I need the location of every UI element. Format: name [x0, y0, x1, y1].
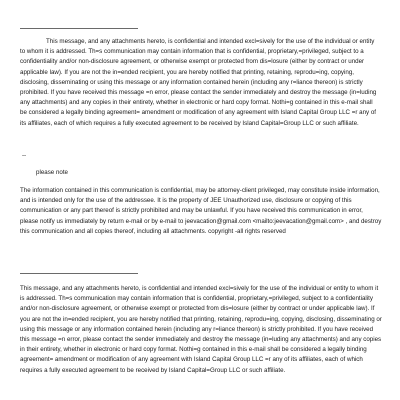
- signature-separator: --: [22, 152, 27, 159]
- top-divider-line: [20, 28, 138, 29]
- confidentiality-notice-middle: The information contained in this communication is confidential, may be attorney-client privileged, may constitute inside information, and is intended only for the use of the addressee. It is the property of JEE Unauthorized use, disclosure or copying of this communication or any part thereof is strictly prohibited and may be unlawful. If you have received this communication in error, please notify us immediately by return e-mail or by e-mail to jeevacation@gmail.com <mailto:jeevacation@gmail.com> , and destroy this communication and all copies thereof, including all attachments. copyright -all rights reserved: [20, 187, 382, 235]
- confidentiality-disclaimer-top: This message, and any attachments hereto, is confidential and intended excl=sively for the use of the individual or entity to whom it is addressed. Th=s communication may contain information that is confidential, proprietary,=privileged, subject to a confidentiality and/or non-disclosure agreement, or otherwise exempt or protected from dis=losure (either by contract or under applicable law). If you are not the in=ended recipient, you are hereby notified that printing, retaining, reprodu=ing, copying, disclosing, disseminating or using this message or any information contained herein (including any r=liance thereon) is strictly prohibited. If you have received this message =n error, please contact the sender immediately and destroy the message (in=luding any attachments) and any copies in their entirety, whether in electronic or hard copy format. Nothi=g contained in this e-mail shall be considered a legally binding agreement= amendment or modification of any agreement with Island Capital Group LLC =r any of its affiliates, each of which requires a fully executed agreement to be received by Island Capital=Group LLC or such affiliate.: [20, 38, 377, 127]
- please-note-label: please note: [36, 169, 68, 176]
- confidentiality-disclaimer-bottom: This message, and any attachments hereto, is confidential and intended excl=sively for the use of the individual or entity to whom it is addressed. Th=s communication may contain information that is confidential, proprietary,=privileged, subject to a confidentiality and/or non-disclosure agreement, or otherwise exempt or protected from dis=losure (either by contract or under applicable law). If you are not the in=ended recipient, you are hereby notified that printing, retaining, reprodu=ing, copying, disclosing, disseminating or using this message or any information contained herein (including any r=liance thereon) is strictly prohibited. If you have received this message =n error, please contact the sender immediately and destroy the message (in=luding any attachments) and any copies in their entirety, whether in electronic or hard copy format. Nothi=g contained in this e-mail shall be considered a legally binding agreement= amendment or modification of any agreement with Island Capital Group LLC =r any of its affiliates, each of which requires a fully executed agreement to be received by Island Capital=Group LLC or such affiliate.: [20, 285, 382, 374]
- bottom-divider-line: [20, 273, 138, 274]
